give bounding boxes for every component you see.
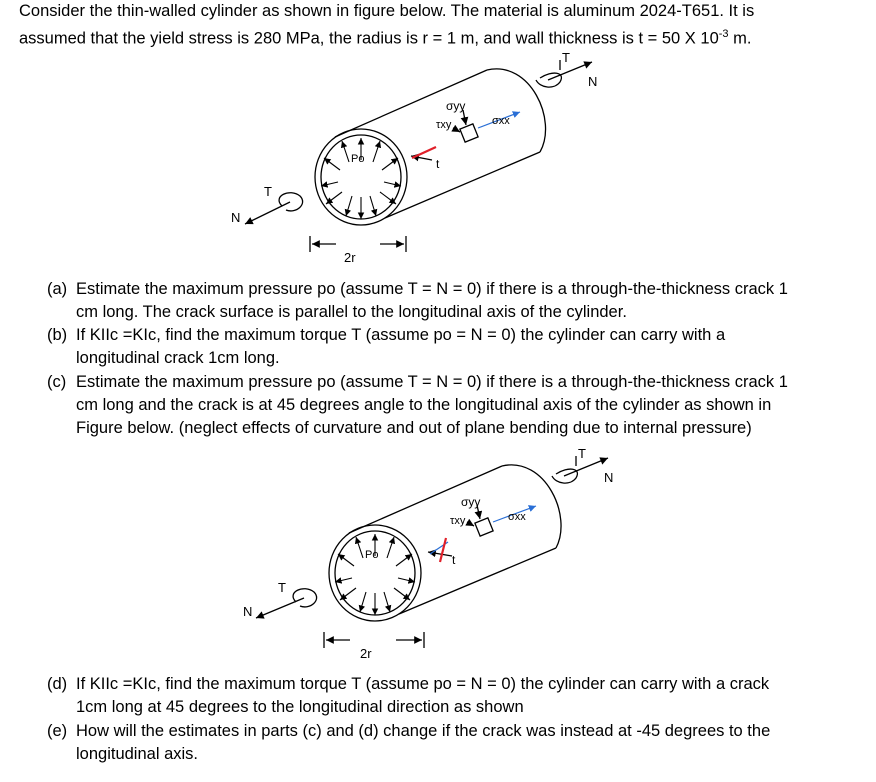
- fig1-tau-xy: τxy: [436, 119, 452, 131]
- fig2-sigma-yy: σyy: [461, 495, 481, 509]
- figure-1-cylinder: [0, 0, 876, 270]
- fig1-T-top: T: [562, 50, 570, 65]
- crack-1: [412, 147, 436, 158]
- fig2-2r: 2r: [360, 646, 372, 661]
- fig2-tau-xy: τxy: [450, 515, 466, 527]
- fig2-t: t: [452, 553, 456, 567]
- intro-line-1: Consider the thin-walled cylinder as shown in figure below. The material is aluminum 2024-T651. It is: [19, 2, 755, 20]
- fig2-N-top: N: [604, 470, 614, 485]
- fig2-T-top: T: [578, 446, 586, 461]
- crack-2-red: [440, 538, 446, 562]
- fig1-sigma-yy: σyy: [446, 99, 466, 113]
- fig1-2r: 2r: [344, 250, 356, 265]
- fig2-sigma-xx: σxx: [508, 511, 526, 523]
- fig1-sigma-xx: σxx: [492, 115, 510, 127]
- fig1-T-bottom: T: [264, 184, 272, 199]
- fig1-t: t: [436, 157, 440, 171]
- fig2-po: Po: [365, 549, 379, 561]
- intro-line-2: assumed that the yield stress is 280 MPa, the radius is r = 1 m, and wall thickness is t = 50 X $10^{-3}$ m.: [19, 28, 752, 48]
- fig1-N-bottom: N: [231, 210, 241, 225]
- fig1-po: Po: [351, 153, 365, 165]
- fig2-T-bottom: T: [278, 580, 286, 595]
- fig1-N-top: N: [588, 74, 598, 89]
- figure-2-cylinder: [0, 440, 876, 668]
- fig2-N-bottom: N: [243, 604, 253, 619]
